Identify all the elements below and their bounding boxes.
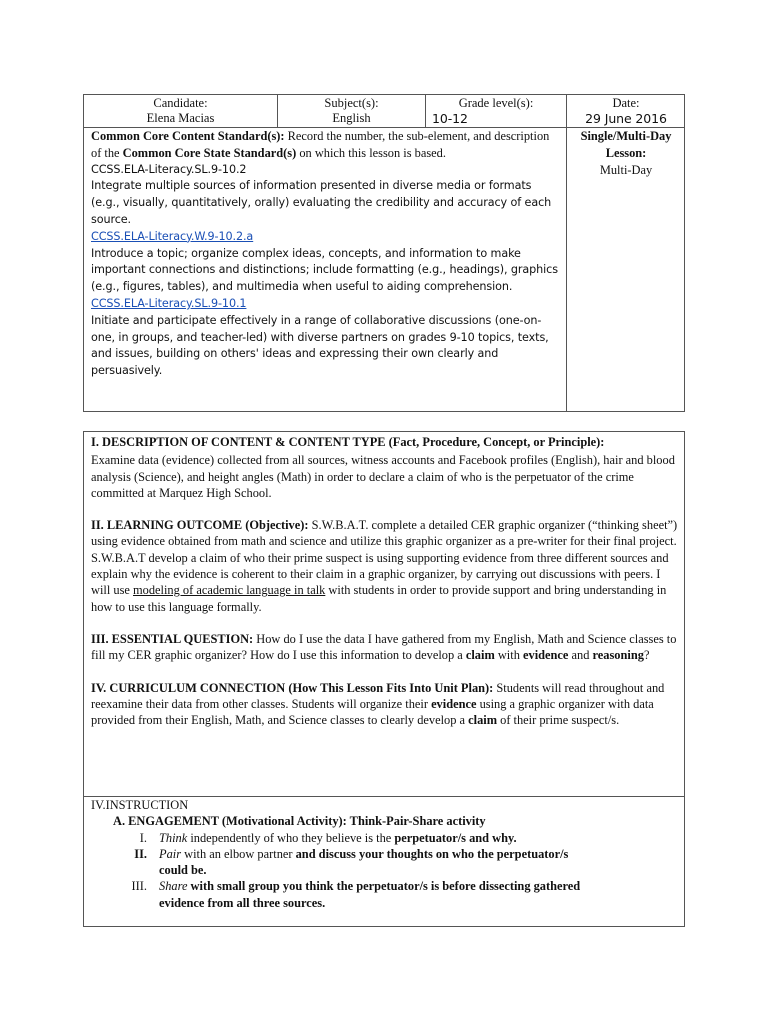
curriculum-connection: IV. CURRICULUM CONNECTION (How This Lesson Fits Into Unit Plan): Students will read throughout and reexamine their data from other classes. Students will organize their evidence using a graphic organizer with data provided from their English, Math, and Science classes to clearly develop a claim of their prime suspect/s.	[91, 680, 665, 728]
grade-cell	[426, 95, 566, 127]
date-value: 29 June 2016	[585, 111, 667, 126]
subject-label: Subject(s):	[324, 96, 379, 110]
date-cell	[567, 95, 685, 127]
date-label: Date:	[612, 96, 640, 110]
list-item: II. Pair with an elbow partner and discuss your thoughts on who the perpetuator/s could be.	[134, 846, 569, 878]
candidate-cell	[84, 95, 277, 127]
standards-cell	[84, 128, 566, 412]
essential-question: III. ESSENTIAL QUESTION: How do I use the data I have gathered from my English, Math and Science classes to fill my CER graphic organizer? How do I use this information to develop a claim with evidence and reasoning?	[91, 631, 677, 663]
lesson-header-table	[83, 94, 685, 412]
lesson-type-label: Single/Multi-Day Lesson:	[580, 129, 672, 160]
section-body: Examine data (evidence) collected from all sources, witness accounts and Facebook profiles (English), hair and blood analysis (Science), and height angles (Math) in order to declare a claim of who is the perpetuator of the crime committed at Marquez High School.	[91, 453, 675, 500]
standard-link[interactable]: CCSS.ELA-Literacy.W.9-10.2.a	[91, 229, 254, 243]
engagement-heading: A. ENGAGEMENT (Motivational Activity): Think-Pair-Share activity	[113, 814, 486, 829]
candidate-value: Elena Macias	[146, 111, 215, 125]
list-item: III. Share with small group you think the perpetuator/s is before dissecting gathered evidence from all three sources.	[131, 879, 581, 910]
standard-description: Introduce a topic; organize complex ideas, concepts, and information to make important connections and distinctions; include formatting (e.g., headings), graphics (e.g., figures, tables), and multimedia when useful to aiding comprehension.	[91, 246, 558, 294]
standard-description: Initiate and participate effectively in a range of collaborative discussions (one-on-one, in groups, and teacher-led) with diverse partners on grades 9-10 topics, texts, and issues, building on others' ideas and expressing their own clearly and persuasively.	[91, 313, 549, 378]
candidate-label: Candidate:	[153, 96, 208, 110]
section-heading: I. DESCRIPTION OF CONTENT & CONTENT TYPE (Fact, Procedure, Concept, or Principle):	[91, 435, 605, 449]
lesson-type-value: Multi-Day	[599, 162, 653, 177]
instruction-heading: IV.INSTRUCTION	[91, 798, 189, 812]
learning-outcome: II. LEARNING OUTCOME (Objective): S.W.B.A.T. complete a detailed CER graphic organizer (“thinking sheet”) using evidence obtained from math and science and utilize this graphic organizer as a pre-writer for their final project. S.W.B.A.T develop a claim of who their prime suspect is using supporting evidence from three different sources and explain why the evidence is coherent to their claim in a graphic organizer, by carrying out discussions with peers. I will use modeling of academic language in talk with students in order to provide support and bring understanding in how to use this language formally.	[91, 518, 678, 614]
standard-description: Integrate multiple sources of information presented in diverse media or formats (e.g., visually, quantitatively, orally) evaluating the credibility and accuracy of each source.	[91, 179, 552, 226]
lesson-type-cell	[567, 128, 685, 412]
grade-label: Grade level(s):	[458, 96, 534, 110]
lesson-body-table	[83, 431, 685, 927]
standard-code: CCSS.ELA-Literacy.SL.9-10.2	[91, 162, 247, 176]
grade-value: 10-12	[432, 111, 468, 126]
instruction-section	[84, 796, 684, 911]
subject-value: English	[332, 111, 371, 125]
standards-intro: Common Core Content Standard(s): Record the number, the sub-element, and description of the Common Core State Standard(s) on which this lesson is based.	[91, 129, 550, 160]
list-item: I. Think independently of who they believe is the perpetuator/s and why.	[139, 830, 517, 845]
standard-link[interactable]: CCSS.ELA-Literacy.SL.9-10.1	[91, 296, 247, 310]
subject-cell	[278, 95, 425, 127]
